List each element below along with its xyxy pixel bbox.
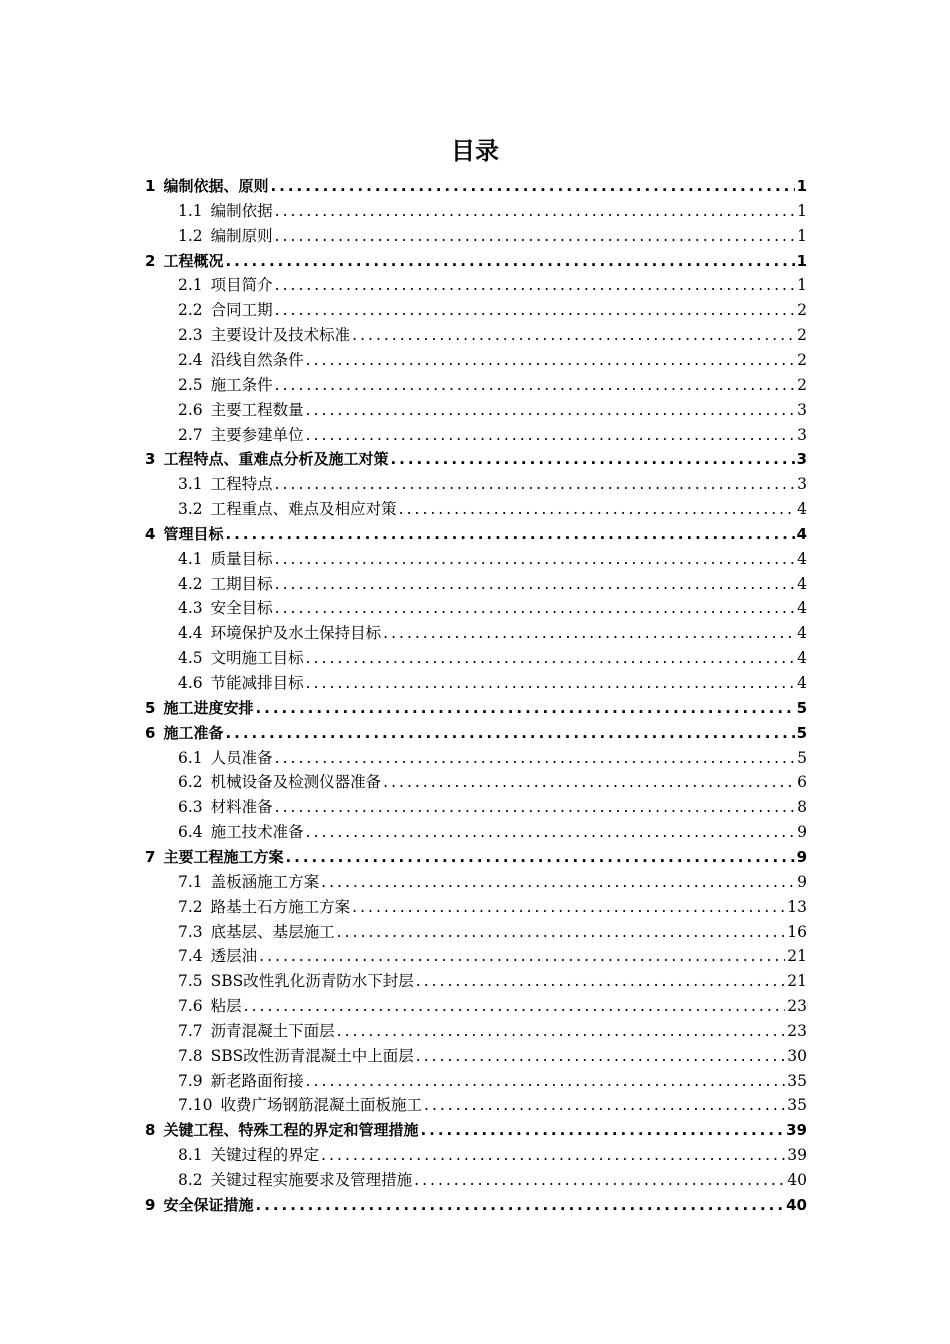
- toc-entry-title: 关键工程、特殊工程的界定和管理措施: [163, 1121, 419, 1140]
- toc-entry-title: 沿线自然条件: [210, 350, 304, 369]
- toc-entry[interactable]: [178, 1143, 807, 1168]
- toc-entry-number: 6.2: [178, 773, 203, 792]
- toc-dot-leader: [275, 298, 795, 323]
- toc-dot-leader: [321, 1143, 785, 1168]
- toc-entry-title: 工程特点、重难点分析及施工对策: [163, 450, 389, 469]
- toc-dot-leader: [306, 671, 795, 696]
- toc-entry-number: 6.1: [178, 748, 203, 767]
- toc-entry-number: 7.7: [178, 1021, 203, 1040]
- toc-entry[interactable]: [145, 1193, 807, 1218]
- toc-entry[interactable]: [178, 323, 807, 348]
- toc-entry-number: 2: [145, 251, 156, 270]
- toc-entry[interactable]: [178, 423, 807, 448]
- toc-entry-title: 主要设计及技术标准: [210, 326, 351, 345]
- toc-entry[interactable]: [178, 621, 807, 646]
- toc-entry-title: 主要工程施工方案: [163, 847, 284, 866]
- toc-dot-leader: [225, 249, 794, 274]
- toc-entry[interactable]: [178, 1044, 807, 1069]
- toc-entry[interactable]: [178, 994, 807, 1019]
- toc-entry-page-number: 2: [797, 326, 807, 345]
- toc-entry-number: 2.4: [178, 350, 203, 369]
- toc-entry-page-number: 21: [787, 947, 807, 966]
- toc-entry-title: 安全目标: [210, 599, 273, 618]
- toc-dot-leader: [383, 770, 795, 795]
- toc-entry-number: 4.2: [178, 574, 203, 593]
- toc-entry[interactable]: [145, 249, 807, 274]
- toc-entry-number: 4.3: [178, 599, 203, 618]
- toc-entry-number: 7.4: [178, 947, 203, 966]
- toc-dot-leader: [337, 1019, 786, 1044]
- toc-entry-number: 1.1: [178, 201, 203, 220]
- toc-entry-title: 主要参建单位: [210, 425, 304, 444]
- toc-entry[interactable]: [178, 1019, 807, 1044]
- page-title: 目录: [451, 137, 499, 165]
- toc-entry[interactable]: [178, 348, 807, 373]
- toc-entry-page-number: 3: [797, 425, 807, 444]
- toc-entry-number: 4.4: [178, 624, 203, 643]
- toc-entry-page-number: 4: [797, 599, 807, 618]
- toc-entry[interactable]: [178, 746, 807, 771]
- toc-entry-number: 8.1: [178, 1146, 203, 1165]
- toc-entry-title: 关键过程的界定: [210, 1146, 320, 1165]
- toc-entry-title: 环境保护及水土保持目标: [210, 624, 382, 643]
- toc-dot-leader: [306, 646, 795, 671]
- toc-entry-number: 3.1: [178, 475, 203, 494]
- toc-dot-leader: [416, 969, 785, 994]
- toc-entry-title: 底基层、基层施工: [210, 922, 335, 941]
- toc-entry[interactable]: [178, 646, 807, 671]
- toc-entry[interactable]: [145, 845, 807, 870]
- toc-entry[interactable]: [178, 770, 807, 795]
- toc-entry-page-number: 39: [786, 1121, 807, 1140]
- toc-entry-page-number: 9: [796, 847, 807, 866]
- toc-dot-leader: [399, 497, 795, 522]
- toc-dot-leader: [306, 348, 795, 373]
- toc-entry-page-number: 3: [797, 475, 807, 494]
- toc-entry-title: 合同工期: [210, 301, 273, 320]
- toc-entry[interactable]: [178, 373, 807, 398]
- toc-entry-title: 透层油: [210, 947, 258, 966]
- toc-entry-number: 2.5: [178, 375, 203, 394]
- toc-entry-page-number: 2: [797, 350, 807, 369]
- toc-dot-leader: [275, 472, 795, 497]
- toc-entry-title: 安全保证措施: [163, 1195, 254, 1214]
- toc-dot-leader: [225, 721, 794, 746]
- toc-entry[interactable]: [178, 472, 807, 497]
- toc-dot-leader: [275, 373, 795, 398]
- toc-dot-leader: [416, 1044, 785, 1069]
- toc-entry[interactable]: [145, 1118, 807, 1143]
- toc-dot-leader: [306, 423, 795, 448]
- toc-entry-page-number: 4: [796, 524, 807, 543]
- toc-entry-title: 关键过程实施要求及管理措施: [210, 1171, 413, 1189]
- toc-entry[interactable]: [178, 224, 807, 249]
- toc-dot-leader: [275, 746, 795, 771]
- toc-entry[interactable]: [145, 696, 807, 721]
- toc-entry-title: SBS改性沥青混凝土中上面层: [210, 1046, 414, 1065]
- toc-dot-leader: [337, 920, 786, 945]
- toc-entry[interactable]: [145, 522, 807, 547]
- toc-dot-leader: [420, 1118, 784, 1143]
- toc-entry-title: 施工技术准备: [210, 823, 304, 842]
- toc-entry-number: 4.5: [178, 649, 203, 668]
- toc-entry-page-number: 3: [797, 400, 807, 419]
- toc-entry-number: 4.6: [178, 674, 203, 692]
- toc-entry-title: 施工准备: [163, 723, 224, 742]
- toc-entry-page-number: 16: [787, 922, 807, 941]
- toc-dot-leader: [244, 994, 786, 1019]
- toc-entry[interactable]: [178, 969, 807, 994]
- toc-entry-title: SBS改性乳化沥青防水下封层: [210, 972, 414, 991]
- toc-entry-title: 工程重点、难点及相应对策: [210, 500, 397, 519]
- toc-entry[interactable]: [178, 1069, 807, 1094]
- toc-entry-title: 盖板涵施工方案: [210, 872, 320, 891]
- toc-entry-number: 2.3: [178, 326, 203, 345]
- toc-entry-number: 4.1: [178, 549, 203, 568]
- toc-entry-title: 工程概况: [163, 251, 224, 270]
- toc-entry-title: 沥青混凝土下面层: [210, 1021, 335, 1040]
- toc-dot-leader: [270, 174, 794, 199]
- toc-dot-leader: [255, 1193, 784, 1218]
- toc-entry-title: 编制依据: [210, 201, 273, 220]
- toc-entry-number: 2.2: [178, 301, 203, 320]
- toc-entry-title: 编制依据、原则: [163, 177, 269, 195]
- toc-dot-leader: [275, 547, 795, 572]
- toc-entry[interactable]: [178, 273, 807, 298]
- toc-entry-page-number: 35: [787, 1071, 807, 1090]
- toc-entry-number: 7.6: [178, 997, 203, 1016]
- toc-entry-number: 1.2: [178, 226, 203, 245]
- toc-dot-leader: [275, 224, 795, 249]
- toc-entry-title: 质量目标: [210, 549, 273, 568]
- toc-dot-leader: [225, 522, 794, 547]
- toc-entry-page-number: 8: [797, 798, 807, 817]
- toc-dot-leader: [424, 1093, 785, 1118]
- toc-entry-page-number: 40: [786, 1195, 807, 1214]
- toc-entry-page-number: 4: [797, 649, 807, 668]
- toc-entry-page-number: 23: [787, 997, 807, 1016]
- toc-entry-page-number: 2: [797, 375, 807, 394]
- toc-dot-leader: [321, 870, 795, 895]
- toc-entry[interactable]: [178, 795, 807, 820]
- toc-entry-title: 人员准备: [210, 748, 273, 767]
- toc-entry-number: 7.3: [178, 922, 203, 941]
- toc-entry-number: 4: [145, 524, 156, 543]
- toc-dot-leader: [390, 447, 794, 472]
- toc-entry-number: 3.2: [178, 500, 203, 519]
- toc-entry-number: 2.1: [178, 276, 203, 295]
- toc-entry-title: 工程特点: [210, 475, 273, 494]
- toc-entry-page-number: 30: [787, 1046, 807, 1065]
- toc-entry[interactable]: [178, 497, 807, 522]
- toc-entry[interactable]: [178, 596, 807, 621]
- toc-dot-leader: [306, 820, 795, 845]
- toc-entry-page-number: 39: [787, 1146, 807, 1165]
- toc-entry-title: 施工进度安排: [163, 698, 254, 717]
- toc-dot-leader: [275, 596, 795, 621]
- toc-entry[interactable]: [178, 944, 807, 969]
- toc-entry[interactable]: [178, 298, 807, 323]
- toc-entry[interactable]: [178, 199, 807, 224]
- toc-entry-title: 材料准备: [210, 798, 273, 817]
- toc-dot-leader: [306, 1069, 786, 1094]
- toc-entry[interactable]: [178, 671, 807, 696]
- toc-entry-number: 6.4: [178, 823, 203, 842]
- toc-entry-page-number: 5: [796, 698, 807, 717]
- toc-entry-number: 9: [145, 1195, 156, 1214]
- toc-entry-page-number: 1: [797, 201, 807, 220]
- toc-entry[interactable]: [145, 174, 807, 199]
- toc-entry-number: 1: [145, 177, 156, 195]
- toc-entry-page-number: 35: [787, 1096, 807, 1115]
- toc-dot-leader: [255, 696, 794, 721]
- toc-entry-page-number: 4: [797, 500, 807, 519]
- toc-dot-leader: [383, 621, 795, 646]
- toc-entry[interactable]: [178, 895, 807, 920]
- toc-entry-title: 粘层: [210, 997, 242, 1016]
- toc-entry-number: 2.6: [178, 400, 203, 419]
- toc-entry-number: 7.8: [178, 1046, 203, 1065]
- toc-dot-leader: [285, 845, 794, 870]
- toc-entry[interactable]: [145, 447, 807, 472]
- toc-entry-page-number: 2: [797, 301, 807, 320]
- toc-entry[interactable]: [178, 547, 807, 572]
- toc-entry-title: 项目简介: [210, 276, 273, 295]
- toc-entry-title: 路基土石方施工方案: [210, 897, 351, 916]
- toc-entry-number: 6.3: [178, 798, 203, 817]
- toc-entry-page-number: 9: [797, 823, 807, 842]
- toc-entry-number: 8.2: [178, 1171, 203, 1189]
- toc-dot-leader: [259, 944, 785, 969]
- toc-entry-page-number: 13: [787, 897, 807, 916]
- toc-entry[interactable]: [145, 721, 807, 746]
- toc-dot-leader: [352, 895, 785, 920]
- toc-dot-leader: [275, 273, 795, 298]
- toc-entry-page-number: 21: [787, 972, 807, 991]
- toc-entry-title: 机械设备及检测仪器准备: [210, 773, 382, 792]
- toc-entry-title: 施工条件: [210, 375, 273, 394]
- toc-entry-page-number: 4: [797, 574, 807, 593]
- toc-entry-title: 编制原则: [210, 226, 273, 245]
- toc-entry-page-number: 5: [796, 723, 807, 742]
- toc-entry-page-number: 4: [797, 674, 807, 692]
- toc-entry-number: 6: [145, 723, 156, 742]
- toc-entry-number: 8: [145, 1121, 156, 1140]
- toc-entry-page-number: 4: [797, 624, 807, 643]
- toc-entry[interactable]: [178, 870, 807, 895]
- toc-entry-title: 文明施工目标: [210, 649, 304, 668]
- toc-entry-page-number: 40: [787, 1171, 807, 1189]
- toc-entry-number: 7: [145, 847, 156, 866]
- toc-entry[interactable]: [178, 572, 807, 597]
- toc-entry-number: 7.1: [178, 872, 203, 891]
- toc-entry-title: 新老路面衔接: [210, 1071, 304, 1090]
- toc-entry-page-number: 3: [796, 450, 807, 469]
- toc-entry-number: 3: [145, 450, 156, 469]
- toc-entry[interactable]: [178, 920, 807, 945]
- toc-dot-leader: [352, 323, 795, 348]
- toc-entry-title: 主要工程数量: [210, 400, 304, 419]
- toc-entry-page-number: 1: [796, 177, 807, 195]
- toc-entry-page-number: 23: [787, 1021, 807, 1040]
- toc-dot-leader: [275, 199, 795, 224]
- toc-entry-page-number: 9: [797, 872, 807, 891]
- toc-entry-page-number: 1: [797, 276, 807, 295]
- toc-entry-title: 收费广场钢筋混凝土面板施工: [220, 1096, 423, 1115]
- toc-entry-number: 7.5: [178, 972, 203, 991]
- toc-entry-page-number: 1: [796, 251, 807, 270]
- toc-entry-title: 节能减排目标: [210, 674, 304, 692]
- toc-dot-leader: [275, 572, 795, 597]
- toc-entry-page-number: 4: [797, 549, 807, 568]
- toc-entry-number: 5: [145, 698, 156, 717]
- toc-entry[interactable]: [178, 398, 807, 423]
- toc-entry-number: 2.7: [178, 425, 203, 444]
- toc-entry-number: 7.9: [178, 1071, 203, 1090]
- toc-entry-page-number: 6: [797, 773, 807, 792]
- toc-entry-title: 工期目标: [210, 574, 273, 593]
- toc-entry[interactable]: [178, 1093, 807, 1118]
- toc-dot-leader: [306, 398, 795, 423]
- toc-entry-page-number: 5: [797, 748, 807, 767]
- toc-dot-leader: [414, 1168, 785, 1193]
- toc-entry-title: 管理目标: [163, 524, 224, 543]
- toc-entry-page-number: 1: [797, 226, 807, 245]
- toc-entry-number: 7.2: [178, 897, 203, 916]
- toc-dot-leader: [275, 795, 795, 820]
- toc-entry[interactable]: [178, 1168, 807, 1193]
- toc-entry[interactable]: [178, 820, 807, 845]
- toc-entry-number: 7.10: [178, 1096, 213, 1115]
